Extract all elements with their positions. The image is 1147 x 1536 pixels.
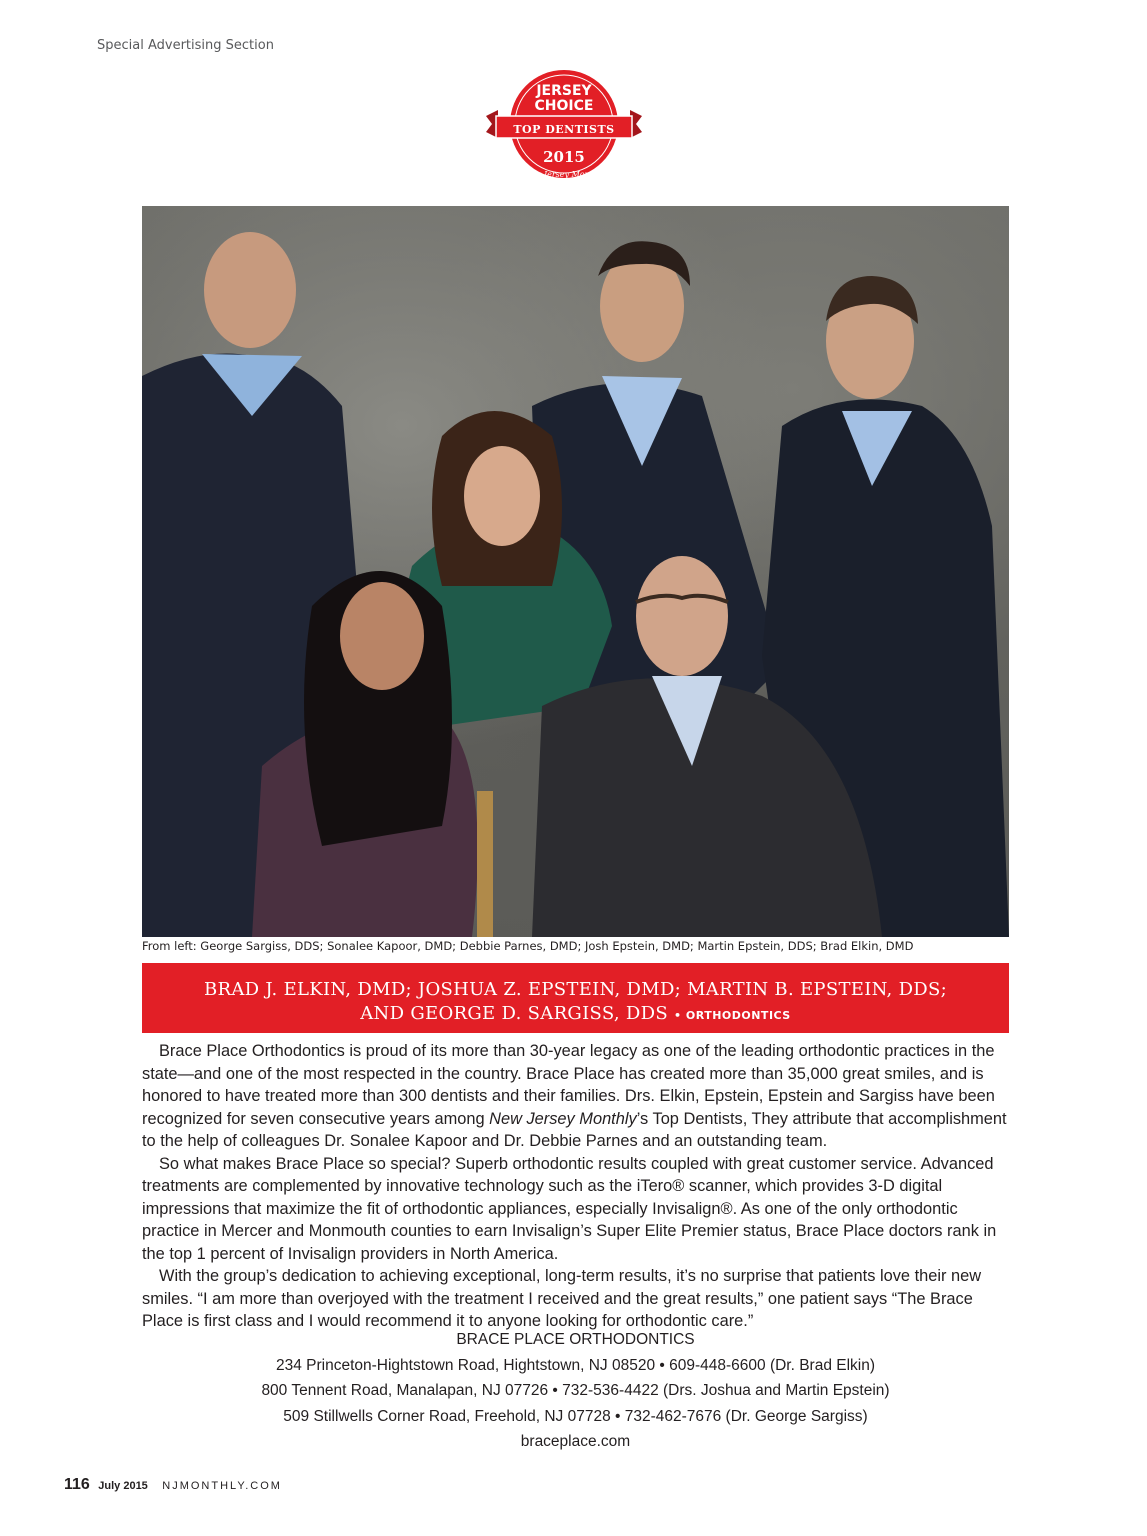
section-label: Special Advertising Section	[97, 38, 274, 53]
title-specialty: • ORTHODONTICS	[674, 1009, 791, 1022]
address-manalapan: 800 Tennent Road, Manalapan, NJ 07726 • 732-536-4422 (Drs. Joshua and Martin Epstein)	[261, 1382, 890, 1399]
title-line1: BRAD J. ELKIN, DMD; JOSHUA Z. EPSTEIN, DMD; MARTIN B. EPSTEIN, DDS;	[203, 979, 948, 1000]
page-number: 116	[64, 1476, 90, 1493]
title-line2: AND GEORGE D. SARGISS, DDS	[360, 1003, 668, 1024]
badge-line1: JERSEY	[536, 83, 592, 99]
paragraph-1	[142, 1040, 1009, 1153]
group-photo	[142, 206, 1009, 937]
title-line2-wrapper	[142, 1003, 1009, 1027]
article-body	[142, 1040, 1009, 1333]
page-footer	[64, 1476, 282, 1494]
issue-date: July 2015	[98, 1480, 148, 1492]
magazine-name: New Jersey Monthly	[489, 1109, 637, 1128]
badge-magazine: ★ New Jersey Monthly ★	[513, 170, 615, 179]
address-freehold: 509 Stillwells Corner Road, Freehold, NJ 07728 • 732-462-7676 (Dr. George Sargiss)	[283, 1407, 868, 1425]
paragraph-3: With the group’s dedication to achieving exceptional, long-term results, it’s no surprise that patients love their new smiles. “I am more than overjoyed with the treatment I received and the great results,” one patient says “The Brace Place is first class and I would recommend it to anyone looking for orthodontic care.”	[142, 1267, 982, 1330]
paragraph-1-part-a: Brace Place Orthodontics is proud of its more than 30-year legacy as one of the leading orthodontic practices in the state—and one of the most respected in the country. Brace Place has created more than 35,000 great smiles, and is honored to have treated more than 300 dentists and their families. Drs. Elkin, Epstein, Epstein and Sargiss have been recognized for seven consecutive years among	[142, 1042, 995, 1128]
practice-name: BRACE PLACE ORTHODONTICS	[456, 1331, 695, 1348]
group-photo-illustration	[142, 206, 1009, 937]
contact-block	[142, 1327, 1009, 1455]
badge-line2: CHOICE	[534, 98, 594, 114]
address-hightstown: 234 Princeton-Hightstown Road, Hightstown, NJ 08520 • 609-448-6600 (Dr. Brad Elkin)	[275, 1356, 876, 1374]
jersey-choice-badge	[484, 66, 644, 190]
badge-banner: TOP DENTISTS	[513, 123, 615, 136]
badge-year: 2015	[543, 148, 585, 166]
website-link[interactable]: braceplace.com	[520, 1433, 631, 1450]
paragraph-2: So what makes Brace Place so special? Superb orthodontic results coupled with great customer service. Advanced treatments are complemented by innovative technology such as the iTero® scanner, which provides 3-D digital impressions that maximize the fit of orthodontic appliances, especially Invisalign®. As one of the only orthodontic practice in Mercer and Monmouth counties to earn Invisalign’s Super Elite Premier status, Brace Place doctors rank in the top 1 percent of Invisalign providers in North America.	[142, 1154, 997, 1263]
title-bar	[142, 963, 1009, 1033]
site-name: NJMONTHLY.COM	[162, 1480, 282, 1492]
photo-caption: From left: George Sargiss, DDS; Sonalee Kapoor, DMD; Debbie Parnes, DMD; Josh Epstein, DMD; Martin Epstein, DDS; Brad Elkin, DMD	[142, 939, 914, 953]
paragraph-1-part-b: ’s Top Dentists, They attribute that accomplishment to the help of colleagues Dr. Sonalee Kapoor and Dr. Debbie Parnes and an outstanding team.	[142, 1109, 1007, 1150]
